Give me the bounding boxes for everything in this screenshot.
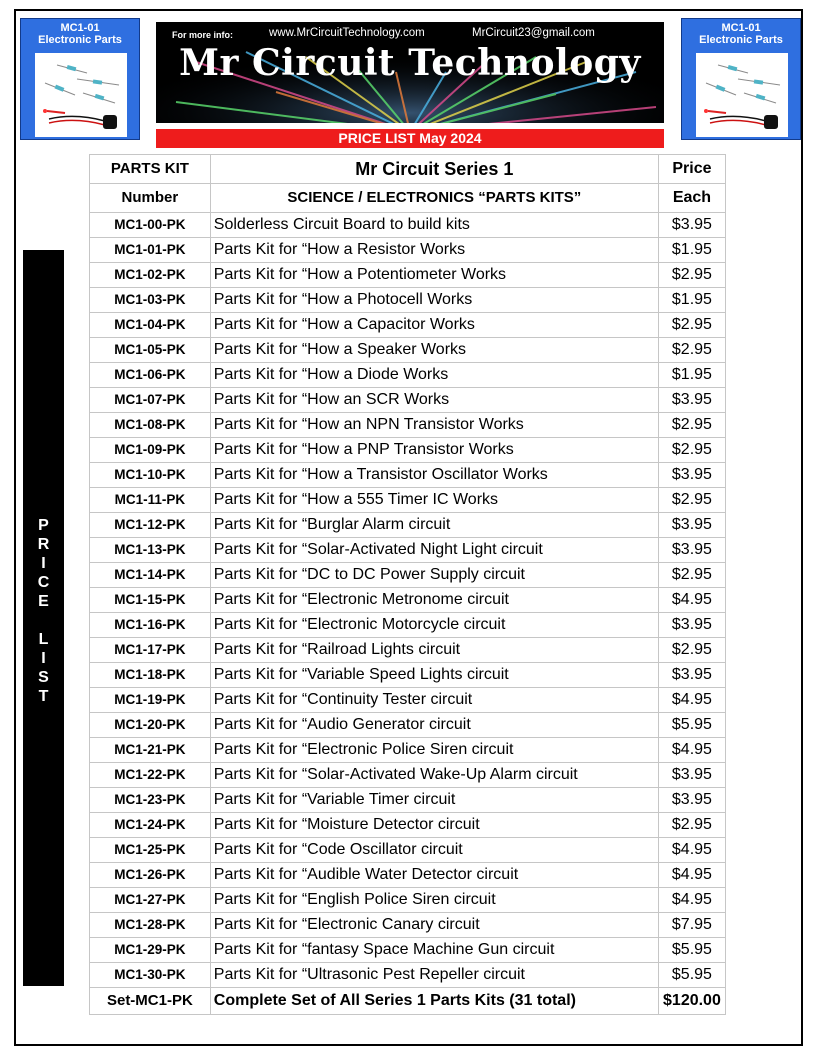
set-number: Set-MC1-PK xyxy=(90,988,211,1015)
side-stripe-letters xyxy=(23,516,64,706)
table-row xyxy=(90,888,726,913)
part-number: MC1-23-PK xyxy=(90,788,211,813)
part-number: MC1-02-PK xyxy=(90,263,211,288)
part-number: MC1-16-PK xyxy=(90,613,211,638)
table-row xyxy=(90,713,726,738)
table-row xyxy=(90,663,726,688)
header-banner xyxy=(156,22,664,123)
part-description: Parts Kit for “How a 555 Timer IC Works xyxy=(210,488,658,513)
info-label: For more info: xyxy=(172,30,233,40)
part-description: Parts Kit for “How an NPN Transistor Works xyxy=(210,413,658,438)
part-number: MC1-07-PK xyxy=(90,388,211,413)
product-card-title: MC1-01 Electronic Parts xyxy=(38,22,122,46)
table-row xyxy=(90,513,726,538)
part-number: MC1-22-PK xyxy=(90,763,211,788)
stripe-letter xyxy=(23,611,64,630)
table-row xyxy=(90,563,726,588)
part-description: Parts Kit for “How a Photocell Works xyxy=(210,288,658,313)
stripe-letter: S xyxy=(38,669,49,686)
brand-title: Mr Circuit Technology xyxy=(179,42,641,84)
part-number: MC1-24-PK xyxy=(90,813,211,838)
table-row xyxy=(90,338,726,363)
part-price: $2.95 xyxy=(658,813,725,838)
header-category: SCIENCE / ELECTRONICS “PARTS KITS” xyxy=(210,184,658,213)
part-number: MC1-01-PK xyxy=(90,238,211,263)
header-parts-kit: PARTS KIT xyxy=(90,155,211,184)
table-row xyxy=(90,438,726,463)
table-row xyxy=(90,638,726,663)
set-description: Complete Set of All Series 1 Parts Kits (31 total) xyxy=(210,988,658,1015)
website-url[interactable]: www.MrCircuitTechnology.com xyxy=(269,27,425,39)
part-number: MC1-08-PK xyxy=(90,413,211,438)
part-price: $4.95 xyxy=(658,688,725,713)
parts-photo xyxy=(35,53,127,137)
part-description: Parts Kit for “Electronic Metronome circuit xyxy=(210,588,658,613)
table-row xyxy=(90,538,726,563)
part-description: Parts Kit for “Variable Speed Lights circuit xyxy=(210,663,658,688)
part-description: Parts Kit for “How a Capacitor Works xyxy=(210,313,658,338)
header-number: Number xyxy=(90,184,211,213)
part-number: MC1-04-PK xyxy=(90,313,211,338)
part-price: $3.95 xyxy=(658,538,725,563)
table-row xyxy=(90,863,726,888)
part-number: MC1-18-PK xyxy=(90,663,211,688)
table-row xyxy=(90,488,726,513)
part-description: Parts Kit for “Electronic Police Siren circuit xyxy=(210,738,658,763)
price-table xyxy=(89,154,726,1015)
part-description: Parts Kit for “Electronic Motorcycle circuit xyxy=(210,613,658,638)
parts-photo xyxy=(696,53,788,137)
part-price: $4.95 xyxy=(658,738,725,763)
table-header-row xyxy=(90,184,726,213)
part-price: $3.95 xyxy=(658,388,725,413)
part-description: Parts Kit for “Moisture Detector circuit xyxy=(210,813,658,838)
part-price: $2.95 xyxy=(658,263,725,288)
table-row xyxy=(90,788,726,813)
table-row xyxy=(90,288,726,313)
table-row xyxy=(90,688,726,713)
part-description: Parts Kit for “Code Oscillator circuit xyxy=(210,838,658,863)
part-number: MC1-03-PK xyxy=(90,288,211,313)
table-row xyxy=(90,413,726,438)
part-price: $3.95 xyxy=(658,213,725,238)
part-price: $2.95 xyxy=(658,438,725,463)
table-row xyxy=(90,463,726,488)
part-description: Parts Kit for “DC to DC Power Supply circuit xyxy=(210,563,658,588)
part-number: MC1-29-PK xyxy=(90,938,211,963)
part-price: $2.95 xyxy=(658,638,725,663)
part-description: Parts Kit for “Burglar Alarm circuit xyxy=(210,513,658,538)
stripe-letter: I xyxy=(41,650,46,667)
part-price: $3.95 xyxy=(658,463,725,488)
price-list-banner: PRICE LIST May 2024 xyxy=(156,129,664,148)
part-description: Parts Kit for “Ultrasonic Pest Repeller circuit xyxy=(210,963,658,988)
table-row xyxy=(90,738,726,763)
part-number: MC1-12-PK xyxy=(90,513,211,538)
part-price: $4.95 xyxy=(658,888,725,913)
part-price: $3.95 xyxy=(658,663,725,688)
table-row xyxy=(90,363,726,388)
part-number: MC1-30-PK xyxy=(90,963,211,988)
part-price: $5.95 xyxy=(658,963,725,988)
table-row xyxy=(90,963,726,988)
table-row xyxy=(90,763,726,788)
part-price: $4.95 xyxy=(658,838,725,863)
part-description: Parts Kit for “Solar-Activated Night Light circuit xyxy=(210,538,658,563)
part-number: MC1-17-PK xyxy=(90,638,211,663)
stripe-letter: C xyxy=(37,574,50,591)
part-price: $3.95 xyxy=(658,763,725,788)
part-description: Parts Kit for “How a PNP Transistor Works xyxy=(210,438,658,463)
part-price: $2.95 xyxy=(658,313,725,338)
part-price: $1.95 xyxy=(658,238,725,263)
part-number: MC1-15-PK xyxy=(90,588,211,613)
table-row xyxy=(90,388,726,413)
header-each: Each xyxy=(658,184,725,213)
part-price: $3.95 xyxy=(658,513,725,538)
part-description: Parts Kit for “How an SCR Works xyxy=(210,388,658,413)
table-header-row xyxy=(90,155,726,184)
part-number: MC1-19-PK xyxy=(90,688,211,713)
header-price: Price xyxy=(658,155,725,184)
part-number: MC1-21-PK xyxy=(90,738,211,763)
product-card-left xyxy=(20,18,140,140)
stripe-letter: L xyxy=(38,631,49,648)
contact-email[interactable]: MrCircuit23@gmail.com xyxy=(472,27,595,39)
part-price: $1.95 xyxy=(658,363,725,388)
table-row xyxy=(90,238,726,263)
table-row xyxy=(90,838,726,863)
part-description: Parts Kit for “Solar-Activated Wake-Up Alarm circuit xyxy=(210,763,658,788)
part-price: $4.95 xyxy=(658,863,725,888)
stripe-letter: E xyxy=(38,593,49,610)
part-price: $3.95 xyxy=(658,613,725,638)
part-price: $5.95 xyxy=(658,713,725,738)
part-number: MC1-26-PK xyxy=(90,863,211,888)
part-description: Parts Kit for “How a Potentiometer Works xyxy=(210,263,658,288)
table-row xyxy=(90,938,726,963)
part-price: $3.95 xyxy=(658,788,725,813)
product-card-right xyxy=(681,18,801,140)
part-description: Parts Kit for “Continuity Tester circuit xyxy=(210,688,658,713)
table-row xyxy=(90,613,726,638)
part-number: MC1-10-PK xyxy=(90,463,211,488)
stripe-letter: P xyxy=(38,517,49,534)
stripe-letter: R xyxy=(37,536,50,553)
part-number: MC1-09-PK xyxy=(90,438,211,463)
part-description: Solderless Circuit Board to build kits xyxy=(210,213,658,238)
part-number: MC1-20-PK xyxy=(90,713,211,738)
part-price: $1.95 xyxy=(658,288,725,313)
set-price: $120.00 xyxy=(658,988,725,1015)
header-series-title: Mr Circuit Series 1 xyxy=(210,155,658,184)
part-price: $2.95 xyxy=(658,563,725,588)
total-row xyxy=(90,988,726,1015)
part-description: Parts Kit for “How a Resistor Works xyxy=(210,238,658,263)
part-number: MC1-11-PK xyxy=(90,488,211,513)
table-row xyxy=(90,213,726,238)
part-number: MC1-00-PK xyxy=(90,213,211,238)
part-price: $4.95 xyxy=(658,588,725,613)
part-number: MC1-28-PK xyxy=(90,913,211,938)
table-row xyxy=(90,263,726,288)
part-description: Parts Kit for “Electronic Canary circuit xyxy=(210,913,658,938)
part-description: Parts Kit for “How a Diode Works xyxy=(210,363,658,388)
part-description: Parts Kit for “English Police Siren circuit xyxy=(210,888,658,913)
part-number: MC1-14-PK xyxy=(90,563,211,588)
table-row xyxy=(90,588,726,613)
part-price: $2.95 xyxy=(658,413,725,438)
product-card-title: MC1-01 Electronic Parts xyxy=(699,22,783,46)
part-description: Parts Kit for “How a Transistor Oscillator Works xyxy=(210,463,658,488)
part-price: $7.95 xyxy=(658,913,725,938)
part-number: MC1-06-PK xyxy=(90,363,211,388)
stripe-letter: I xyxy=(41,555,46,572)
part-price: $2.95 xyxy=(658,338,725,363)
part-number: MC1-13-PK xyxy=(90,538,211,563)
price-list-side-stripe xyxy=(23,250,64,986)
part-number: MC1-27-PK xyxy=(90,888,211,913)
part-description: Parts Kit for “fantasy Space Machine Gun circuit xyxy=(210,938,658,963)
stripe-letter: T xyxy=(38,688,49,705)
part-description: Parts Kit for “Audible Water Detector circuit xyxy=(210,863,658,888)
table-row xyxy=(90,813,726,838)
part-price: $5.95 xyxy=(658,938,725,963)
table-row xyxy=(90,313,726,338)
part-number: MC1-05-PK xyxy=(90,338,211,363)
part-description: Parts Kit for “Variable Timer circuit xyxy=(210,788,658,813)
part-number: MC1-25-PK xyxy=(90,838,211,863)
part-description: Parts Kit for “How a Speaker Works xyxy=(210,338,658,363)
part-price: $2.95 xyxy=(658,488,725,513)
part-description: Parts Kit for “Railroad Lights circuit xyxy=(210,638,658,663)
part-description: Parts Kit for “Audio Generator circuit xyxy=(210,713,658,738)
table-row xyxy=(90,913,726,938)
